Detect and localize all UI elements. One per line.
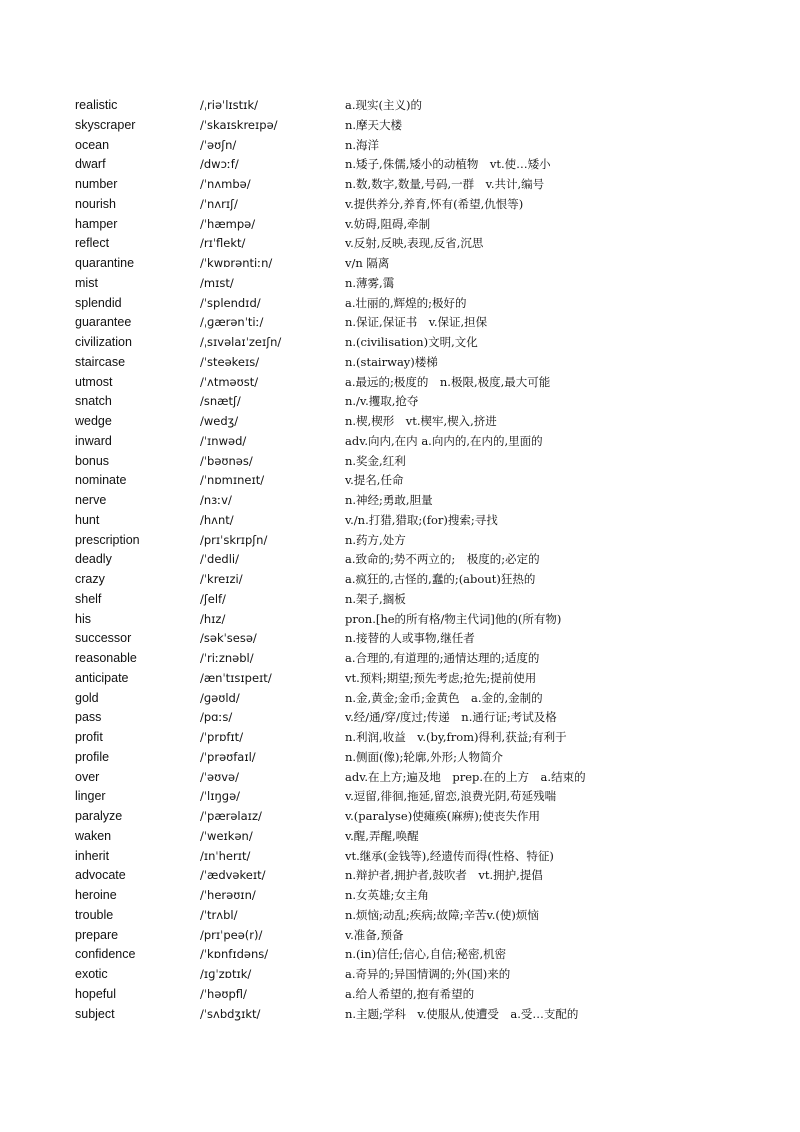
- definition: v.提名,任命: [345, 473, 404, 488]
- definition: n.药方,处方: [345, 532, 406, 547]
- vocab-row: [0, 294, 800, 314]
- vocab-row: [0, 392, 800, 412]
- definition: v.妨碍,阻碍,牵制: [345, 216, 431, 231]
- pronunciation: /hʌnt/: [200, 512, 234, 527]
- pronunciation: /wedʒ/: [200, 414, 239, 428]
- headword: gold: [75, 690, 99, 705]
- pronunciation: /mɪst/: [200, 275, 234, 290]
- definition: n.矮子,侏儒,矮小的动植物 vt.使…矮小: [345, 157, 551, 172]
- vocab-row: [0, 926, 800, 946]
- definition: v.醒,弄醒,唤醒: [345, 828, 419, 843]
- vocab-row: [0, 708, 800, 728]
- pronunciation: /ɡəʊld/: [200, 690, 240, 705]
- pronunciation: /ˈlɪŋɡə/: [200, 789, 241, 804]
- vocab-row: [0, 313, 800, 333]
- definition: n.保证,保证书 v.保证,担保: [345, 315, 488, 330]
- pronunciation: /ˈbəʊnəs/: [200, 453, 253, 468]
- headword: reflect: [75, 236, 110, 251]
- vocab-row: [0, 96, 800, 116]
- pronunciation: /ˈpærəlaɪz/: [200, 809, 262, 823]
- definition: n.(stairway)楼梯: [345, 354, 438, 369]
- definition: a.壮丽的,辉煌的;极好的: [345, 295, 467, 310]
- pronunciation: /ˈʌtməʊst/: [200, 374, 259, 389]
- pronunciation: /ˈkɒnfɪdəns/: [200, 947, 269, 962]
- headword: skyscraper: [75, 117, 136, 132]
- pronunciation: /ˈsʌbdʒɪkt/: [200, 1006, 261, 1021]
- vocab-row: [0, 827, 800, 847]
- vocabulary-list: [0, 96, 800, 1024]
- pronunciation: /səkˈsesə/: [200, 631, 257, 646]
- vocab-row: [0, 373, 800, 393]
- pronunciation: /ˌsɪvəlaɪˈzeɪʃn/: [200, 335, 282, 349]
- definition: a.最远的;极度的 n.极限,极度,最大可能: [345, 374, 551, 389]
- headword: deadly: [75, 552, 112, 567]
- pronunciation: /ˈherəʊɪn/: [200, 888, 256, 902]
- pronunciation: /ˈəʊvə/: [200, 769, 239, 784]
- headword: profit: [75, 730, 103, 744]
- vocab-row: [0, 610, 800, 630]
- vocab-row: [0, 965, 800, 985]
- definition: n.奖金,红利: [345, 453, 406, 468]
- vocab-row: [0, 669, 800, 689]
- vocab-row: [0, 412, 800, 432]
- pronunciation: /rɪˈflekt/: [200, 236, 246, 251]
- vocab-row: [0, 748, 800, 768]
- pronunciation: /ˈkreɪzi/: [200, 572, 243, 586]
- headword: nominate: [75, 473, 127, 488]
- vocab-row: [0, 945, 800, 965]
- pronunciation: /ˈnʌrɪʃ/: [200, 196, 238, 211]
- headword: shelf: [75, 591, 102, 606]
- definition: v.(paralyse)使瘫痪(麻痹);使丧失作用: [345, 809, 541, 823]
- vocab-row: [0, 886, 800, 906]
- definition: n.数,数字,数量,号码,一群 v.共计,编号: [345, 177, 545, 191]
- vocab-row: [0, 1005, 800, 1025]
- headword: profile: [75, 749, 110, 764]
- vocab-row: [0, 511, 800, 531]
- vocab-row: [0, 353, 800, 373]
- pronunciation: /ˈtrʌbl/: [200, 907, 238, 922]
- vocab-row: [0, 531, 800, 551]
- vocab-row: [0, 116, 800, 136]
- pronunciation: /prɪˈskrɪpʃn/: [200, 532, 268, 547]
- vocab-row: [0, 847, 800, 867]
- pronunciation: /ˈhəʊpfl/: [200, 986, 247, 1001]
- pronunciation: /prɪˈpeə(r)/: [200, 927, 263, 942]
- definition: n.利润,收益 v.(by,from)得利,获益;有利于: [345, 730, 567, 744]
- headword: snatch: [75, 394, 112, 409]
- headword: nourish: [75, 196, 116, 211]
- definition: n.金,黄金;金币;金黄色 a.金的,金制的: [345, 690, 543, 705]
- vocab-row: [0, 215, 800, 235]
- headword: number: [75, 177, 118, 191]
- vocab-row: [0, 728, 800, 748]
- definition: n.接替的人或事物,继任者: [345, 631, 475, 646]
- definition: adv.在上方;遍及地 prep.在的上方 a.结束的: [345, 769, 586, 784]
- pronunciation: /ˈnʌmbə/: [200, 177, 251, 191]
- headword: wedge: [75, 414, 112, 428]
- headword: crazy: [75, 572, 105, 586]
- definition: v./n.打猎,猎取;(for)搜索;寻找: [345, 512, 498, 527]
- vocab-row: [0, 452, 800, 472]
- definition: v.反射,反映,表现,反省,沉思: [345, 236, 484, 251]
- definition: v.逗留,徘徊,拖延,留恋,浪费光阴,苟延残喘: [345, 789, 557, 804]
- headword: confidence: [75, 947, 136, 962]
- pronunciation: /ˈhæmpə/: [200, 216, 256, 231]
- definition: a.给人希望的,抱有希望的: [345, 986, 475, 1001]
- vocab-row: [0, 333, 800, 353]
- headword: hopeful: [75, 986, 117, 1001]
- headword: prepare: [75, 927, 119, 942]
- definition: a.疯狂的,古怪的,蠢的;(about)狂热的: [345, 572, 536, 586]
- pronunciation: /ˈdedli/: [200, 552, 239, 567]
- headword: hamper: [75, 216, 118, 231]
- headword: subject: [75, 1006, 115, 1021]
- headword: utmost: [75, 374, 113, 389]
- vocab-row: [0, 471, 800, 491]
- definition: n.楔,楔形 vt.楔牢,楔入,挤进: [345, 414, 497, 428]
- definition: n.主题;学科 v.使服从,使遭受 a.受…支配的: [345, 1006, 579, 1021]
- headword: exotic: [75, 967, 108, 981]
- definition: a.致命的;势不两立的; 极度的;必定的: [345, 552, 540, 567]
- headword: linger: [75, 789, 106, 804]
- pronunciation: /ˈsteəkeɪs/: [200, 354, 260, 369]
- vocab-row: [0, 234, 800, 254]
- headword: inward: [75, 433, 112, 448]
- headword: dwarf: [75, 157, 106, 172]
- vocab-row: [0, 768, 800, 788]
- definition: a.奇异的;异国情调的;外(国)来的: [345, 967, 511, 981]
- pronunciation: /ʃelf/: [200, 591, 226, 606]
- pronunciation: /ˈskaɪskreɪpə/: [200, 117, 278, 132]
- headword: bonus: [75, 453, 110, 468]
- pronunciation: /ɪnˈherɪt/: [200, 848, 251, 863]
- definition: n.侧面(像);轮廓,外形;人物简介: [345, 749, 503, 764]
- headword: guarantee: [75, 315, 132, 330]
- definition: vt.预料;期望;预先考虑;抢先;提前使用: [345, 670, 537, 685]
- definition: n.薄雾,霭: [345, 275, 395, 290]
- headword: his: [75, 611, 91, 626]
- headword: anticipate: [75, 670, 129, 685]
- vocab-row: [0, 787, 800, 807]
- vocab-row: [0, 689, 800, 709]
- headword: civilization: [75, 335, 132, 349]
- vocab-row: [0, 136, 800, 156]
- pronunciation: /ˈsplendɪd/: [200, 295, 261, 310]
- pronunciation: /pɑːs/: [200, 710, 233, 725]
- headword: prescription: [75, 532, 140, 547]
- pronunciation: /ˈædvəkeɪt/: [200, 868, 266, 883]
- vocab-row: [0, 590, 800, 610]
- headword: over: [75, 769, 100, 784]
- headword: realistic: [75, 98, 118, 112]
- headword: trouble: [75, 907, 114, 922]
- definition: vt.继承(金钱等),经遗传而得(性格、特征): [345, 848, 554, 863]
- pronunciation: /ænˈtɪsɪpeɪt/: [200, 670, 272, 685]
- vocab-row: [0, 807, 800, 827]
- headword: paralyze: [75, 809, 123, 823]
- headword: successor: [75, 631, 132, 646]
- vocab-row: [0, 195, 800, 215]
- pronunciation: /ˌriəˈlɪstɪk/: [200, 98, 258, 112]
- vocab-row: [0, 629, 800, 649]
- pronunciation: /ˈriːznəbl/: [200, 651, 254, 665]
- pronunciation: /ɪɡˈzɒtɪk/: [200, 967, 252, 981]
- definition: a.合理的,有道理的;通情达理的;适度的: [345, 651, 540, 665]
- definition: adv.向内,在内 a.向内的,在内的,里面的: [345, 433, 543, 448]
- headword: advocate: [75, 868, 126, 883]
- headword: inherit: [75, 848, 110, 863]
- pronunciation: /ˈprɒfɪt/: [200, 730, 244, 744]
- vocab-row: [0, 649, 800, 669]
- headword: waken: [75, 828, 112, 843]
- vocab-row: [0, 175, 800, 195]
- vocab-row: [0, 274, 800, 294]
- definition: v.准备,预备: [345, 927, 404, 942]
- pronunciation: /nɜːv/: [200, 493, 232, 507]
- headword: heroine: [75, 888, 117, 902]
- definition: n.海洋: [345, 137, 380, 152]
- definition: v.提供养分,养育,怀有(希望,仇恨等): [345, 196, 524, 211]
- headword: nerve: [75, 493, 107, 507]
- definition: n.辩护者,拥护者,鼓吹者 vt.拥护,提倡: [345, 868, 543, 883]
- vocab-row: [0, 570, 800, 590]
- vocab-row: [0, 432, 800, 452]
- pronunciation: /ˈprəʊfaɪl/: [200, 749, 256, 764]
- pronunciation: /ˈnɒmɪneɪt/: [200, 473, 265, 488]
- definition: a.现实(主义)的: [345, 98, 422, 112]
- pronunciation: /dwɔːf/: [200, 157, 239, 172]
- pronunciation: /ˈweɪkən/: [200, 828, 253, 843]
- definition: n./v.攫取,抢夺: [345, 394, 419, 409]
- vocab-row: [0, 985, 800, 1005]
- headword: hunt: [75, 512, 100, 527]
- pronunciation: /snætʃ/: [200, 394, 241, 409]
- vocab-row: [0, 550, 800, 570]
- definition: n.神经;勇敢,胆量: [345, 493, 433, 507]
- pronunciation: /ˈɪnwəd/: [200, 433, 247, 448]
- vocab-row: [0, 906, 800, 926]
- headword: splendid: [75, 295, 122, 310]
- definition: n.女英雄;女主角: [345, 888, 429, 902]
- vocab-row: [0, 866, 800, 886]
- vocab-row: [0, 491, 800, 511]
- definition: pron.[he的所有格/物主代词]他的(所有物): [345, 611, 562, 626]
- definition: n.烦恼;动乱;疾病;故障;辛苦v.(使)烦恼: [345, 907, 539, 922]
- vocab-row: [0, 254, 800, 274]
- headword: pass: [75, 710, 102, 725]
- headword: staircase: [75, 354, 126, 369]
- vocab-row: [0, 155, 800, 175]
- definition: v.经/通/穿/度过;传递 n.通行证;考试及格: [345, 710, 557, 725]
- definition: n.(in)信任;信心,自信;秘密,机密: [345, 947, 507, 962]
- definition: n.架子,搁板: [345, 591, 406, 606]
- definition: n.(civilisation)文明,文化: [345, 335, 478, 349]
- pronunciation: /ˈəʊʃn/: [200, 137, 237, 152]
- pronunciation: /hɪz/: [200, 611, 226, 626]
- pronunciation: /ˌɡærənˈtiː/: [200, 315, 264, 330]
- headword: reasonable: [75, 651, 137, 665]
- pronunciation: /ˈkwɒrəntiːn/: [200, 256, 273, 270]
- definition: n.摩天大楼: [345, 117, 403, 132]
- headword: mist: [75, 275, 98, 290]
- definition: v/n 隔离: [345, 256, 390, 270]
- headword: quarantine: [75, 256, 135, 270]
- headword: ocean: [75, 137, 110, 152]
